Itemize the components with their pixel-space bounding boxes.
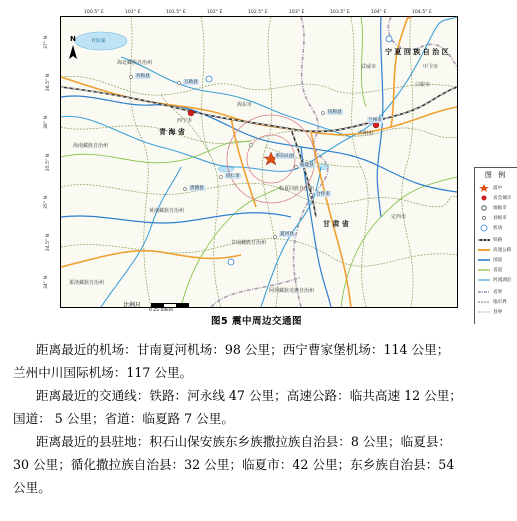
- legend-item-airport: 机场: [477, 224, 517, 232]
- figure-caption: 图5 震中周边交通图: [211, 316, 302, 327]
- legend-item-river: 河流湖泊: [493, 278, 512, 283]
- lon-tick: 104.5° E: [412, 10, 432, 15]
- region-label-baiyin: 白银市: [415, 82, 431, 88]
- city-label-jishishan: 积石山县: [276, 154, 295, 159]
- region-label-wuwei: 武威市: [361, 64, 377, 70]
- lat-tick: 36.5° N: [46, 73, 52, 92]
- region-label-gansu: 甘 肃 省: [323, 220, 349, 228]
- legend-item-epicenter: 震中: [477, 184, 517, 192]
- city-label-linxia-xian: 临夏县: [300, 163, 314, 168]
- city-label-tongren: 同仁市: [226, 174, 240, 179]
- region-label-lanzhou: 兰州市: [357, 131, 374, 137]
- paragraph-line: 公里。: [13, 480, 51, 495]
- region-label-xining: 西宁市: [177, 118, 193, 124]
- legend-item-county: 县级市: [477, 214, 517, 222]
- city-label-xiahe: 夏河县: [280, 232, 294, 237]
- paragraph-line: 距离最近的机场：甘南夏河机场：98 公里；西宁曹家堡机场：114 公里；: [36, 342, 450, 357]
- traffic-map[interactable]: [60, 16, 512, 315]
- legend-item-capital: 省会城市: [477, 194, 517, 202]
- lon-tick: 102° E: [207, 10, 223, 15]
- region-label-zhongwei: 中卫市: [423, 64, 439, 70]
- paragraph-line: 30 公里；循化撒拉族自治县：32 公里；临夏市：42 公里；东乡族自治县：54: [13, 457, 455, 472]
- map-legend: [474, 167, 517, 324]
- paragraph-traffic-lines: [13, 384, 488, 430]
- legend-item-provincial-road: 省道: [493, 268, 503, 273]
- region-label-ningxia: 宁 夏 回 族 自 治 区: [385, 48, 449, 56]
- region-label-haibei: 海北藏族自治州: [117, 60, 153, 66]
- region-label-haidong: 海东市: [237, 102, 253, 108]
- lon-tick: 104° E: [371, 10, 387, 15]
- region-label-dingxi: 定西市: [391, 214, 407, 220]
- legend-item-province-border: 省界: [493, 290, 503, 295]
- scale-value: 0 25 50km: [149, 308, 174, 313]
- legend-item-railway: 铁路: [493, 238, 503, 243]
- lat-tick: 37° N: [44, 35, 50, 50]
- lon-tick: 102.5° E: [248, 10, 268, 15]
- lon-tick: 103.5° E: [330, 10, 350, 15]
- city-label-gonghe: 共和县: [136, 74, 150, 79]
- lon-tick: 103° E: [289, 10, 305, 15]
- legend-item-national-road: 国道: [493, 258, 503, 263]
- region-label-aba: 阿坝藏族羌族自治州: [269, 288, 315, 294]
- lat-tick: 35° N: [44, 195, 50, 210]
- scale-label: 比例尺: [123, 302, 142, 309]
- paragraph-line: 距离最近的县驻地：积石山保安族东乡族撒拉族自治县：8 公里；临夏县：: [36, 434, 452, 449]
- legend-item-highway: 高速公路: [493, 248, 512, 253]
- paragraph-line: 国道： 5 公里；省道：临夏路 7 公里。: [13, 411, 234, 426]
- lake-label-qinghaihu: 青海湖: [91, 39, 106, 44]
- city-label-guide: 贵德县: [190, 186, 204, 191]
- north-label: N: [70, 35, 76, 43]
- city-label-hezuo: 合作市: [316, 192, 330, 197]
- lat-tick: 36° N: [44, 115, 50, 130]
- lat-tick: 35.5° N: [46, 153, 52, 172]
- region-label-gannan: 甘南藏族自治州: [231, 240, 267, 246]
- paragraph-line: 兰州中川国际机场：117 公里。: [13, 365, 193, 380]
- lat-tick: 34° N: [44, 275, 50, 290]
- paragraph-line: 距离最近的交通线：铁路：河永线 47 公里；高速公路：临共高速 12 公里；: [36, 388, 462, 403]
- legend-item-city-border: 地市界: [493, 300, 507, 305]
- lon-tick: 100.5° E: [84, 10, 104, 15]
- city-label-lanzhou: 兰州市: [368, 118, 382, 123]
- lon-tick: 101.5° E: [166, 10, 186, 15]
- region-label-qinghai: 青 海 省: [159, 128, 185, 136]
- lon-tick: 101° E: [125, 10, 141, 15]
- city-label-huzhu: 互助县: [184, 80, 198, 85]
- legend-item-prefecture: 地级市: [477, 204, 517, 212]
- paragraph-counties: [13, 430, 488, 499]
- legend-item-county-border: 县界: [493, 310, 503, 315]
- region-label-hainan: 海南藏族自治州: [73, 143, 109, 149]
- lat-tick: 34.5° N: [46, 233, 52, 252]
- region-label-linxia: 临夏回族自治州: [279, 186, 315, 192]
- legend-title: 图 例: [484, 171, 508, 179]
- city-label-minhe: 民和县: [328, 110, 342, 115]
- region-label-guoluo: 果洛藏族自治州: [69, 280, 105, 286]
- paragraph-airports: [13, 338, 488, 384]
- region-label-huangnan: 黄南藏族自治州: [149, 208, 185, 214]
